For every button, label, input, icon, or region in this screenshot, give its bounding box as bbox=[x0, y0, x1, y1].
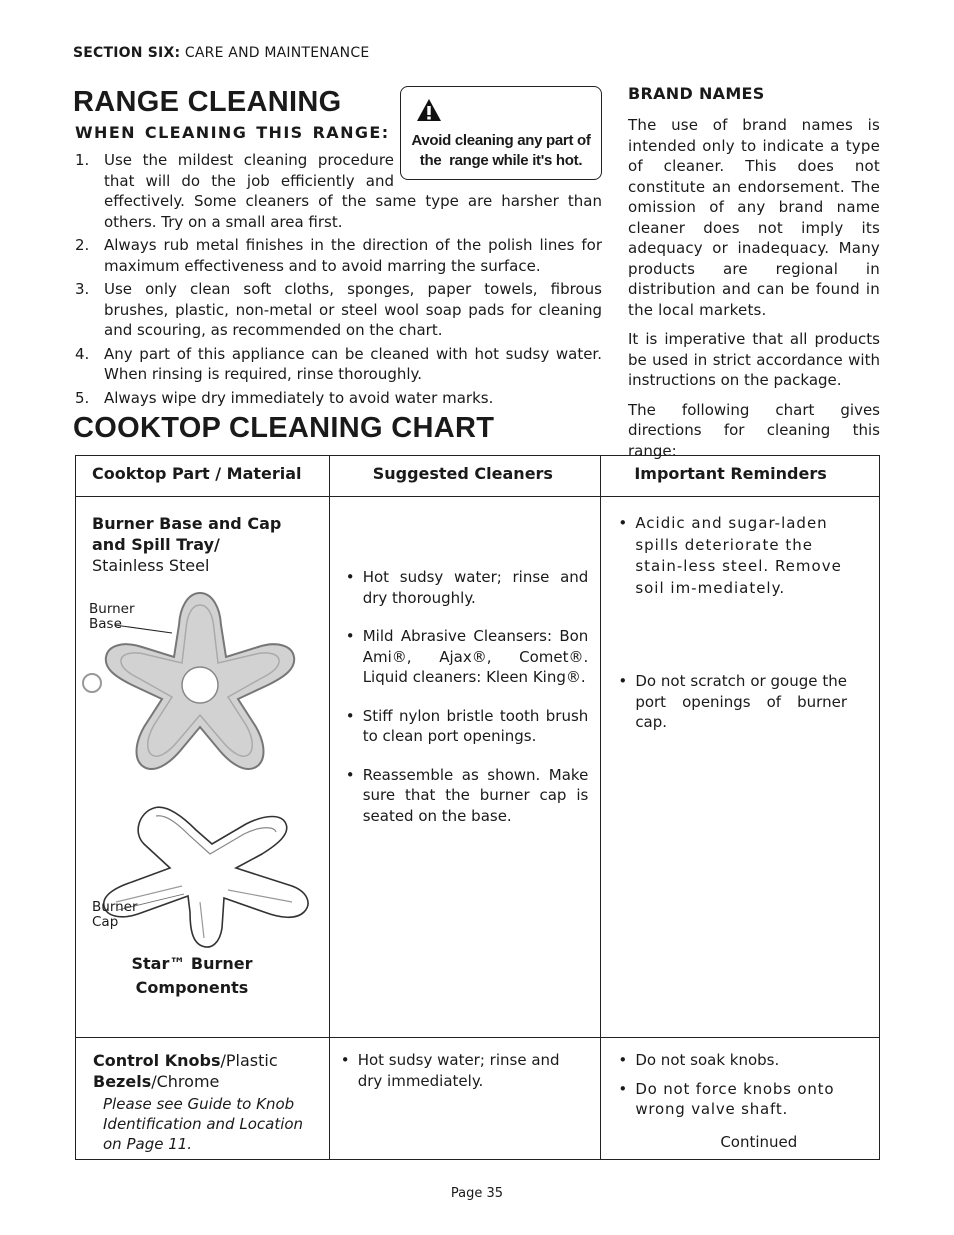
cleaning-chart-table bbox=[75, 455, 880, 1160]
cleaning-steps bbox=[75, 150, 602, 411]
continued-label: Continued bbox=[720, 1133, 798, 1151]
range-cleaning-title: RANGE CLEANING bbox=[73, 86, 342, 118]
steps-list bbox=[75, 150, 602, 408]
part-cell bbox=[76, 497, 330, 1038]
list-item: • Hot sudsy water; rinse and dry immediately. bbox=[338, 1050, 587, 1091]
header-cell: Cooktop Part / Material bbox=[76, 456, 330, 497]
chart-title: COOKTOP CLEANING CHART bbox=[73, 412, 495, 444]
list-item: • Do not force knobs onto wrong valve shaft. bbox=[615, 1079, 849, 1120]
cleaners-list bbox=[343, 567, 589, 826]
page-number: Page 35 bbox=[450, 1186, 504, 1201]
table-header-row bbox=[76, 456, 880, 497]
burner-components-caption: Star™ Burner Components bbox=[131, 954, 253, 997]
brand-names-title: BRAND NAMES bbox=[628, 84, 765, 103]
brand-names-section bbox=[628, 84, 880, 470]
step-item: 1. Use the mildest cleaning procedure that will do the job efficiently and effectively. Some cleaners of the same type are harsher than others. Try on a small area first. bbox=[75, 151, 602, 231]
step-item: 4. Any part of this appliance can be cleaned with hot sudsy water. When rinsing is required, rinse thoroughly. bbox=[75, 344, 602, 383]
range-cleaning-subtitle: WHEN CLEANING THIS RANGE: bbox=[75, 123, 390, 142]
part-description: Control Knobs/Plastic Bezels/Chrome Please see Guide to Knob Identification and Location on Page 11. bbox=[76, 1038, 329, 1154]
section-header bbox=[73, 45, 369, 61]
brand-names-paragraph: The use of brand names is intended only to indicate a type of cleaner. This does not constitute an endorsement. The omission of any brand name cleaner does not imply its adequacy or inadequacy. Many products are regional in distribution and can be found in the local markets. bbox=[628, 116, 880, 319]
warning-triangle-icon bbox=[416, 98, 442, 122]
step-item: 3. Use only clean soft cloths, sponges, paper towels, fibrous brushes, plastic, non-metal or steel wool soap pads for cleaning and scouring, as recommended on the chart. bbox=[75, 280, 602, 339]
table-row bbox=[76, 497, 880, 1038]
brand-names-paragraph: The following chart gives directions for cleaning this range: bbox=[628, 400, 880, 460]
cleaners-cell bbox=[329, 497, 601, 1038]
warning-line-1: Avoid cleaning any part of bbox=[411, 132, 591, 149]
cleaners-cell bbox=[329, 1038, 601, 1160]
burner-base-label: Burner Base bbox=[89, 601, 135, 632]
list-item: • Reassemble as shown. Make sure that the burner cap is seated on the base. bbox=[343, 765, 589, 827]
list-item: • Hot sudsy water; rinse and dry thoroughly. bbox=[343, 567, 589, 608]
section-title: CARE AND MAINTENANCE bbox=[184, 45, 370, 61]
reminders-cell bbox=[601, 497, 880, 1038]
cleaners-list bbox=[338, 1050, 587, 1091]
table-row bbox=[76, 1038, 880, 1160]
header-cell: Suggested Cleaners bbox=[329, 456, 601, 497]
list-item: • Do not scratch or gouge the port openings of burner cap. bbox=[615, 671, 847, 733]
reminders-list bbox=[615, 1050, 849, 1120]
list-item: • Acidic and sugar-laden spills deteriorate the stain-less steel. Remove soil im-mediately. bbox=[615, 513, 847, 599]
list-item: • Stiff nylon bristle tooth brush to clean port openings. bbox=[343, 706, 589, 747]
part-cell bbox=[76, 1038, 330, 1160]
part-description: Burner Base and Cap and Spill Tray/ Stainless Steel bbox=[92, 514, 282, 575]
knob-guide-note: Please see Guide to Knob Identification and Location on Page 11. bbox=[103, 1095, 304, 1153]
burner-cap-label: Burner Cap bbox=[92, 899, 138, 930]
list-item: • Mild Abrasive Cleansers: Bon Ami®, Ajax®, Comet®. Liquid cleaners: Kleen King®. bbox=[343, 626, 589, 688]
list-item: • Do not soak knobs. bbox=[615, 1050, 849, 1071]
warning-line-2: the range while it's hot. bbox=[419, 152, 583, 169]
step-item: 5. Always wipe dry immediately to avoid water marks. bbox=[75, 388, 494, 407]
section-label: SECTION SIX: bbox=[73, 45, 181, 61]
header-cell: Important Reminders bbox=[601, 456, 880, 497]
reminders-cell bbox=[601, 1038, 880, 1160]
reminders-list bbox=[615, 513, 847, 733]
step-item: 2. Always rub metal finishes in the direction of the polish lines for maximum effectiveness and to avoid marring the surface. bbox=[75, 236, 602, 275]
brand-names-paragraph: It is imperative that all products be used in strict accordance with instructions on the package. bbox=[628, 330, 880, 389]
